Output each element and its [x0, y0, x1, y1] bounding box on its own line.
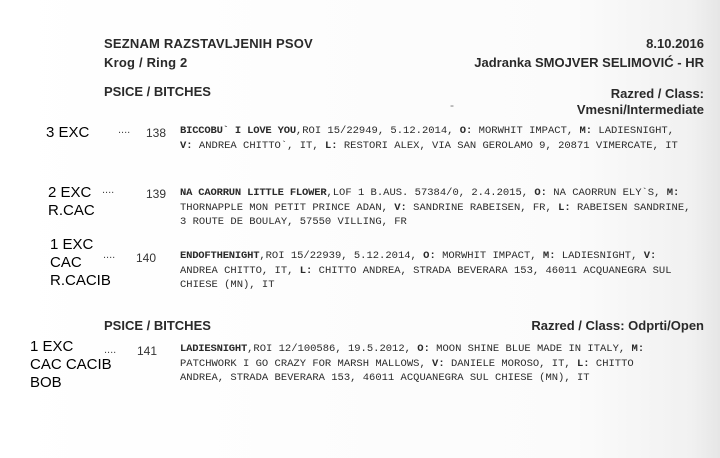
entry-dots: ....	[103, 249, 116, 261]
entry-dots: ....	[102, 184, 115, 196]
show-date: 8.10.2016	[646, 36, 704, 51]
entry-number: 141	[137, 344, 158, 358]
handwritten-result: 1 EXC CAC R.CACIB	[50, 236, 111, 289]
dog-name: ENDOFTHENIGHT	[180, 250, 260, 262]
separator-dash: -	[450, 98, 454, 112]
entry-number: 139	[146, 187, 167, 201]
entry-139: NA CAORRUN LITTLE FLOWER,LOF 1 B.AUS. 57384/0, 2.4.2015, O: NA CAORRUN ELY`S, M: THORNAPPLE MON PETIT PRINCE ADAN, V: SANDRINE RABEISEN, FR, L: RABEISEN SANDRINE, 3 ROUTE DE BOULAY, 57550 VILLING, FR	[180, 187, 691, 228]
handwritten-result: 2 EXC R.CAC	[48, 184, 95, 219]
ring-label: Krog / Ring 2	[104, 55, 188, 70]
class-label-open: Razred / Class: Odprti/Open	[531, 318, 704, 333]
entry-140: ENDOFTHENIGHT,ROI 15/22939, 5.12.2014, O: MORWHIT IMPACT, M: LADIESNIGHT, V: ANDREA CHITTO, IT, L: CHITTO ANDREA, STRADA BEVERARA 153, 46011 ACQUANEGRA SUL CHIESE (MN), IT	[180, 250, 672, 291]
section-title-open: PSICE / BITCHES	[104, 318, 211, 333]
judge-name: Jadranka SMOJVER SELIMOVIĆ - HR	[474, 55, 704, 70]
class-label-intermediate: Razred / Class:	[610, 86, 704, 101]
document-title: SEZNAM RAZSTAVLJENIH PSOV	[104, 36, 313, 51]
handwritten-result: 1 EXC CAC CACIB BOB	[30, 338, 112, 391]
entry-141: LADIESNIGHT,ROI 12/100586, 19.5.2012, O: MOON SHINE BLUE MADE IN ITALY, M: PATCHWORK I GO CRAZY FOR MARSH MALLOWS, V: DANIELE MOROSO, IT, L: CHITTO ANDREA, STRADA BEVERARA 153, 46011 ACQUANEGRA SUL CHIESE (MN), IT	[180, 343, 645, 384]
entry-number: 138	[146, 126, 167, 140]
section-title-intermediate: PSICE / BITCHES	[104, 84, 211, 99]
class-name-intermediate: Vmesni/Intermediate	[576, 102, 704, 117]
entry-dots: ....	[118, 124, 131, 136]
entry-dots: ....	[104, 344, 117, 356]
dog-name: BICCOBU` I LOVE YOU	[180, 125, 296, 137]
dog-name: LADIESNIGHT	[180, 343, 248, 355]
entry-number: 140	[136, 251, 157, 265]
handwritten-result: 3 EXC	[46, 124, 90, 141]
dog-name: NA CAORRUN LITTLE FLOWER	[180, 187, 327, 199]
entry-138: BICCOBU` I LOVE YOU,ROI 15/22949, 5.12.2014, O: MORWHIT IMPACT, M: LADIESNIGHT, V: ANDREA CHITTO`, IT, L: RESTORI ALEX, VIA SAN GEROLAMO 9, 20871 VIMERCATE, IT	[180, 125, 678, 152]
